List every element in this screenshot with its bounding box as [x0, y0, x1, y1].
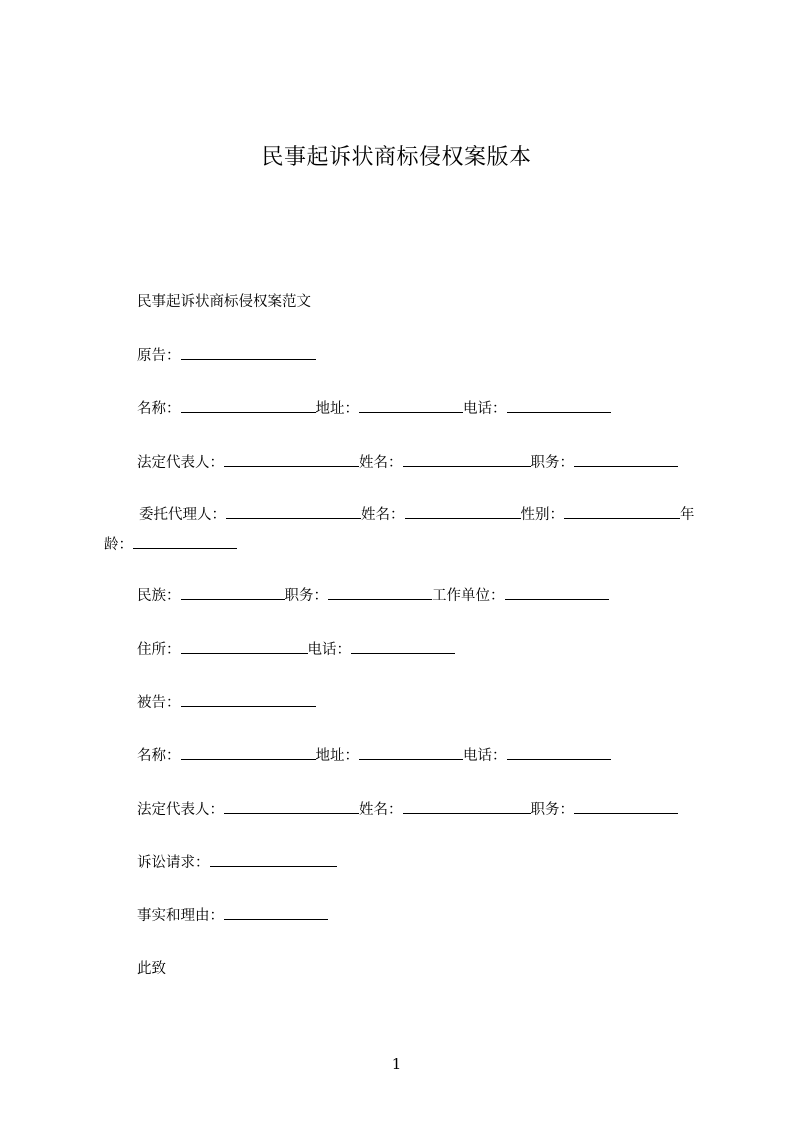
work-unit-label: 工作单位： — [432, 588, 505, 604]
agent-details-line — [137, 585, 609, 606]
person-name-label: 姓名： — [359, 455, 403, 471]
agent-gender-field[interactable] — [564, 504, 680, 519]
document-subtitle — [137, 292, 311, 312]
gender-label: 性别： — [520, 507, 564, 523]
agent-name-label: 姓名： — [361, 507, 405, 523]
claims-field[interactable] — [210, 852, 337, 867]
defendant-position-label: 职务： — [530, 802, 574, 818]
agent-position-label: 职务： — [284, 588, 328, 604]
phone-label: 电话： — [463, 401, 507, 417]
document-title: 民事起诉状商标侵权案版本 — [261, 145, 532, 170]
defendant-address-field[interactable] — [359, 745, 463, 760]
defendant-line — [137, 692, 316, 713]
defendant-name-line — [137, 745, 611, 766]
ethnicity-field[interactable] — [181, 585, 285, 600]
agent-age-field[interactable] — [133, 534, 237, 549]
defendant-phone-label: 电话： — [463, 748, 507, 764]
claims-line — [137, 852, 337, 873]
facts-line — [137, 905, 328, 926]
plaintiff-line — [137, 345, 316, 366]
residence-phone-label: 电话： — [307, 642, 351, 658]
work-unit-field[interactable] — [505, 585, 609, 600]
legal-rep-label: 法定代表人： — [137, 455, 224, 471]
plaintiff-field[interactable] — [181, 345, 316, 360]
defendant-legal-rep-field[interactable] — [224, 799, 359, 814]
agent-line — [104, 500, 714, 560]
plaintiff-legal-rep-field[interactable] — [224, 452, 359, 467]
defendant-address-label: 地址： — [315, 748, 359, 764]
residence-label: 住所： — [137, 642, 181, 658]
claims-label: 诉讼请求： — [137, 855, 210, 871]
page-number: 1 — [391, 1055, 402, 1073]
residence-phone-field[interactable] — [351, 639, 455, 654]
facts-label: 事实和理由： — [137, 908, 224, 924]
plaintiff-label: 原告： — [137, 348, 181, 364]
residence-field[interactable] — [181, 639, 308, 654]
closing-text: 此致 — [137, 961, 166, 977]
plaintiff-phone-field[interactable] — [507, 398, 611, 413]
defendant-rep-name-label: 姓名： — [359, 802, 403, 818]
position-label: 职务： — [530, 455, 574, 471]
plaintiff-legal-rep-line — [137, 452, 678, 473]
defendant-legal-rep-line — [137, 799, 678, 820]
plaintiff-address-field[interactable] — [359, 398, 463, 413]
name-label: 名称： — [137, 401, 181, 417]
defendant-rep-name-field[interactable] — [403, 799, 531, 814]
plaintiff-rep-position-field[interactable] — [574, 452, 678, 467]
ethnicity-label: 民族： — [137, 588, 181, 604]
agent-field[interactable] — [226, 504, 361, 519]
plaintiff-rep-name-field[interactable] — [403, 452, 531, 467]
closing-line — [137, 959, 166, 979]
residence-line — [137, 639, 455, 660]
defendant-legal-rep-label: 法定代表人： — [137, 802, 224, 818]
defendant-name-label: 名称： — [137, 748, 181, 764]
defendant-name-field[interactable] — [181, 745, 316, 760]
defendant-phone-field[interactable] — [507, 745, 611, 760]
plaintiff-name-line — [137, 398, 611, 419]
defendant-field[interactable] — [181, 692, 316, 707]
agent-name-field[interactable] — [405, 504, 521, 519]
facts-field[interactable] — [224, 905, 328, 920]
defendant-rep-position-field[interactable] — [574, 799, 678, 814]
subtitle-text: 民事起诉状商标侵权案范文 — [137, 294, 311, 310]
defendant-label: 被告： — [137, 695, 181, 711]
agent-position-field[interactable] — [328, 585, 432, 600]
agent-label: 委托代理人： — [139, 507, 226, 523]
address-label: 地址： — [315, 401, 359, 417]
plaintiff-name-field[interactable] — [181, 398, 316, 413]
age-label: 年龄： — [104, 507, 695, 553]
